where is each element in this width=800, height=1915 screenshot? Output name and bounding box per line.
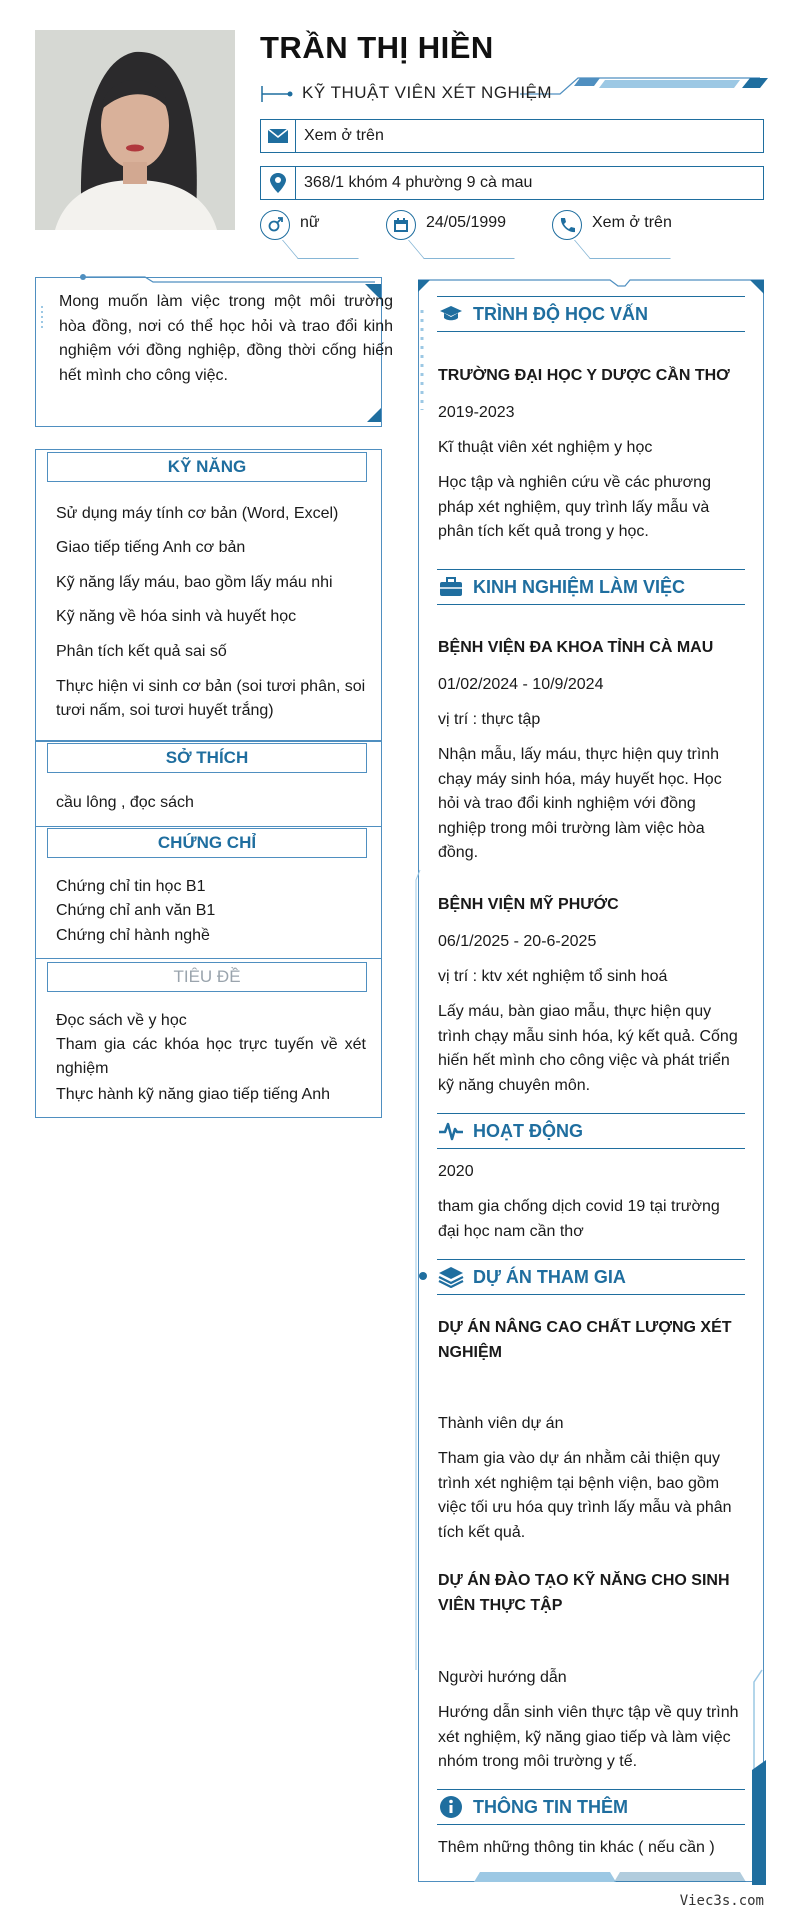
gender-row bbox=[260, 210, 320, 240]
project-role: Thành viên dự án bbox=[438, 1415, 564, 1432]
project-name: DỰ ÁN ĐÀO TẠO KỸ NĂNG CHO SINH VIÊN THỰC TẬP bbox=[438, 1572, 730, 1614]
watermark: Viec3s.com bbox=[679, 1893, 764, 1909]
activities-title: HOẠT ĐỘNG bbox=[473, 1120, 583, 1141]
job-position: vị trí : ktv xét nghiệm tổ sinh hoá bbox=[438, 968, 668, 985]
pulse-icon bbox=[437, 1121, 465, 1141]
skills-section bbox=[35, 449, 382, 741]
projects-header bbox=[437, 1259, 745, 1295]
project-name: DỰ ÁN NÂNG CAO CHẤT LƯỢNG XÉT NGHIỆM bbox=[438, 1319, 732, 1361]
address-value: 368/1 khóm 4 phường 9 cà mau bbox=[304, 174, 533, 191]
skill-item: Kỹ năng về hóa sinh và huyết học bbox=[56, 608, 297, 625]
gender-value: nữ bbox=[300, 214, 320, 231]
skill-item: Phân tích kết quả sai số bbox=[56, 643, 227, 660]
education-major: Kĩ thuật viên xét nghiệm y học bbox=[438, 439, 653, 456]
education-title: TRÌNH ĐỘ HỌC VẤN bbox=[473, 303, 648, 324]
activity-desc: tham gia chống dịch covid 19 tại trường đại học nam cần thơ bbox=[438, 1198, 720, 1240]
education-school: TRƯỜNG ĐẠI HỌC Y DƯỢC CẦN THƠ bbox=[438, 367, 730, 384]
project-desc: Tham gia vào dự án nhằm cải thiện quy trình xét nghiệm tại bệnh viện, bao gồm việc tối ưu hóa quy trình lấy mẫu và phân tích kết quả. bbox=[438, 1450, 732, 1541]
more-info-header bbox=[437, 1789, 745, 1825]
activity-year: 2020 bbox=[438, 1163, 474, 1180]
skill-item: Giao tiếp tiếng Anh cơ bản bbox=[56, 539, 246, 556]
gender-icon bbox=[260, 210, 290, 240]
hobbies-title: SỞ THÍCH bbox=[47, 743, 367, 773]
hobbies-section bbox=[35, 741, 382, 827]
job-desc: Nhận mẫu, lấy máu, thực hiện quy trình chạy máy sinh hóa, máy huyết học. Học hỏi và trao đổi kinh nghiệm với đồng nghiệp trong môi trường làm việc hòa đồng. bbox=[438, 746, 722, 861]
more-info-title: THÔNG TIN THÊM bbox=[473, 1796, 628, 1817]
job-position: vị trí : thực tập bbox=[438, 711, 541, 728]
email-icon bbox=[261, 120, 296, 152]
calendar-icon bbox=[386, 210, 416, 240]
location-pin-icon bbox=[261, 167, 296, 199]
certificate-item: Chứng chỉ anh văn B1 bbox=[56, 902, 216, 919]
birthday-row bbox=[386, 210, 506, 240]
job-desc: Lấy máu, bàn giao mẫu, thực hiện quy trình chạy mẫu sinh hóa, ký kết quả. Cống hiến hết mình cho công việc và phát triển kỹ năng chuyên môn. bbox=[438, 1003, 738, 1094]
briefcase-icon bbox=[437, 577, 465, 597]
address-row bbox=[260, 166, 764, 200]
extra-title: TIÊU ĐỀ bbox=[47, 962, 367, 992]
skill-item: Kỹ năng lấy máu, bao gồm lấy máu nhi bbox=[56, 574, 333, 591]
extra-section bbox=[35, 958, 382, 1118]
job-company: BỆNH VIỆN ĐA KHOA TỈNH CÀ MAU bbox=[438, 639, 714, 656]
extra-item: Thực hành kỹ năng giao tiếp tiếng Anh bbox=[56, 1086, 331, 1103]
email-value[interactable]: Xem ở trên bbox=[304, 127, 384, 144]
email-row bbox=[260, 119, 764, 153]
job-company: BỆNH VIỆN MỸ PHƯỚC bbox=[438, 896, 619, 913]
phone-row bbox=[552, 210, 672, 240]
profile-photo bbox=[35, 30, 235, 230]
info-icon bbox=[437, 1795, 465, 1819]
certificates-section bbox=[35, 826, 382, 959]
activities-header bbox=[437, 1113, 745, 1149]
certificate-item: Chứng chỉ tin học B1 bbox=[56, 878, 206, 895]
skills-title: KỸ NĂNG bbox=[47, 452, 367, 482]
job-title: KỸ THUẬT VIÊN XÉT NGHIỆM bbox=[302, 83, 553, 102]
extra-item: Tham gia các khóa học trực tuyến về xét nghiệm bbox=[56, 1036, 366, 1077]
graduation-cap-icon bbox=[437, 304, 465, 324]
job-period: 01/02/2024 - 10/9/2024 bbox=[438, 676, 604, 693]
education-header bbox=[437, 296, 745, 332]
extra-item: Đọc sách về y học bbox=[56, 1012, 187, 1029]
certificates-title: CHỨNG CHỈ bbox=[47, 828, 367, 858]
phone-value[interactable]: Xem ở trên bbox=[592, 214, 672, 231]
objective-text: Mong muốn làm việc trong một môi trường hòa đồng, nơi có thể học hỏi và trao đổi kinh nghiệm với đồng nghiệp, đồng thời cống hiến hết mình cho công việc. bbox=[59, 293, 393, 384]
job-period: 06/1/2025 - 20-6-2025 bbox=[438, 933, 597, 950]
layers-icon bbox=[437, 1266, 465, 1288]
project-role: Người hướng dẫn bbox=[438, 1669, 567, 1686]
more-info-text: Thêm những thông tin khác ( nếu cần ) bbox=[438, 1839, 715, 1856]
phone-icon bbox=[552, 210, 582, 240]
certificate-item: Chứng chỉ hành nghề bbox=[56, 927, 210, 944]
projects-title: DỰ ÁN THAM GIA bbox=[473, 1266, 626, 1287]
skill-item: Sử dụng máy tính cơ bản (Word, Excel) bbox=[56, 505, 339, 522]
experience-title: KINH NGHIỆM LÀM VIỆC bbox=[473, 576, 686, 597]
experience-header bbox=[437, 569, 745, 605]
education-period: 2019-2023 bbox=[438, 404, 515, 421]
hobbies-text: cầu lông , đọc sách bbox=[56, 794, 194, 811]
birthday-value: 24/05/1999 bbox=[426, 214, 507, 231]
project-desc: Hướng dẫn sinh viên thực tập về quy trình xét nghiệm, kỹ năng giao tiếp và làm việc nhóm trong môi trường y tế. bbox=[438, 1704, 739, 1770]
candidate-name: TRẦN THỊ HIỀN bbox=[260, 30, 494, 65]
education-desc: Học tập và nghiên cứu về các phương pháp xét nghiệm, quy trình lấy mẫu và phân tích kết quả trong y học. bbox=[438, 474, 711, 540]
skill-item: Thực hiện vi sinh cơ bản (soi tươi phân, soi tươi nấm, soi tươi huyết trắng) bbox=[56, 678, 366, 719]
